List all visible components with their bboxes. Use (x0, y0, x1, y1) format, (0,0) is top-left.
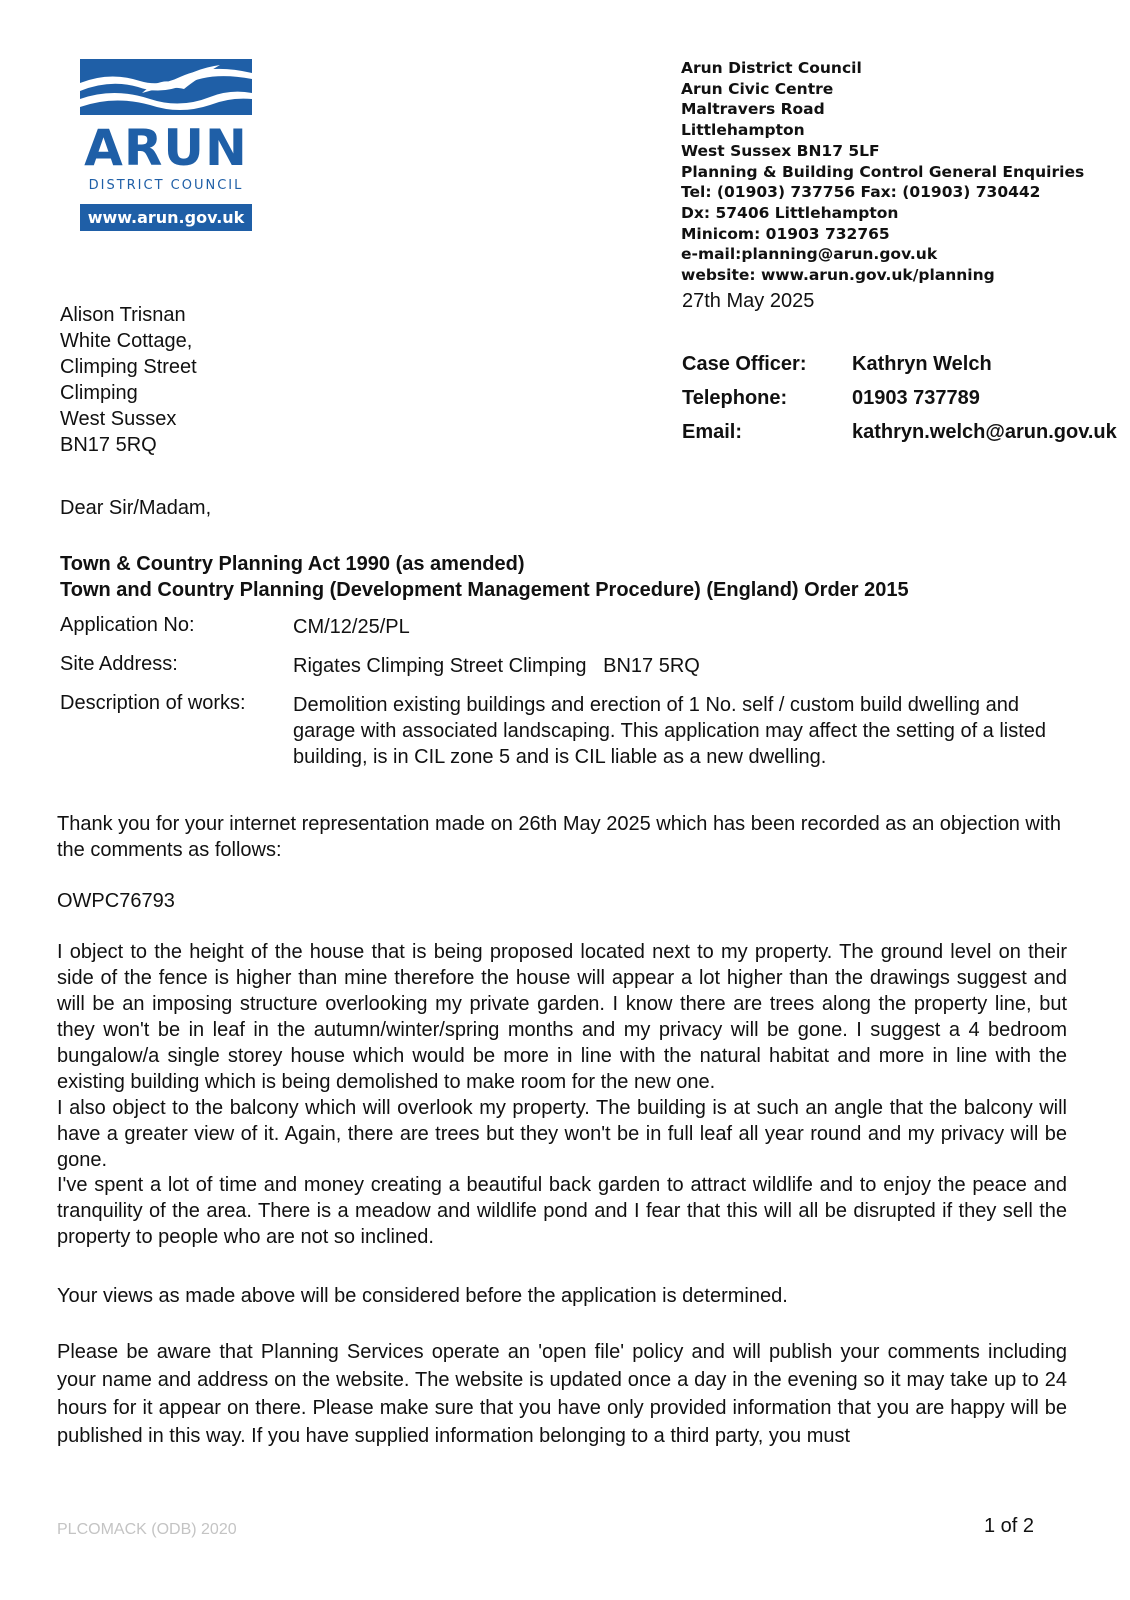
open-file-notice: Please be aware that Planning Services operate an 'open file' policy and will publish your comments including your name and address on the website. The website is updated once a day in the evening so it may take up to 24 hours for it appear on there. Please make sure that you have only provided information that you are happy will be published in this way. If you have supplied information belonging to a third party, you must (57, 1341, 1067, 1447)
logo-subtitle: DISTRICT COUNCIL (88, 178, 244, 193)
legislation-heading (60, 551, 909, 603)
council-line: Arun Civic Centre (681, 79, 834, 98)
council-line: Minicom: 01903 732765 (681, 224, 890, 243)
recipient-line: BN17 5RQ (60, 434, 157, 456)
letter-date: 27th May 2025 (682, 290, 815, 312)
council-line: Maltravers Road (681, 100, 825, 119)
council-address-block (681, 58, 1084, 286)
recipient-address (60, 302, 197, 458)
site-address: Rigates Climping Street Climping BN17 5RQ (293, 655, 700, 677)
logo-name: ARUN (84, 119, 248, 177)
telephone-label: Telephone: (682, 387, 788, 409)
case-officer-email[interactable]: kathryn.welch@arun.gov.uk (852, 421, 1117, 443)
application-no: CM/12/25/PL (293, 616, 410, 638)
council-line: Littlehampton (681, 121, 805, 140)
application-no-label: Application No: (60, 614, 195, 636)
recipient-line: White Cottage, (60, 330, 193, 352)
council-line: Tel: (01903) 737756 Fax: (01903) 730442 (681, 183, 1041, 202)
intro-paragraph: Thank you for your internet representation made on 26th May 2025 which has been recorded as an objection with the comments as follows: (57, 813, 1061, 861)
description-of-works: Demolition existing buildings and erection of 1 No. self / custom build dwelling and garage with associated landscaping. This application may affect the setting of a listed building, is in CIL zone 5 and is CIL liable as a new dwelling. (293, 694, 1047, 768)
footer-code: PLCOMACK (ODB) 2020 (57, 1521, 237, 1538)
page-number: 1 of 2 (984, 1515, 1035, 1537)
site-address-label: Site Address: (60, 653, 178, 675)
council-logo (80, 59, 252, 231)
objection-comment-2: I also object to the balcony which will overlook my property. The building is at such an angle that the balcony will have a greater view of it. Again, there are trees but they won't be in full leaf all year round and my privacy will be gone. (57, 1097, 1067, 1171)
objection-comment-1: I object to the height of the house that is being proposed located next to my property. The ground level on their side of the fence is higher than mine therefore the house will appear a lot higher than the drawings suggest and will be an imposing structure overlooking my private garden. I know there are trees along the property line, but they won't be in leaf in the autumn/winter/spring months and my privacy will be gone. I suggest a 4 bedroom bungalow/a single storey house which would be more in line with the natural habitat and more in line with the existing building which is being demolished to make room for the new one. (57, 941, 1067, 1093)
council-website[interactable]: website: www.arun.gov.uk/planning (681, 266, 995, 285)
council-email[interactable]: e-mail:planning@arun.gov.uk (681, 245, 938, 264)
recipient-line: Alison Trisnan (60, 304, 186, 326)
telephone-number: 01903 737789 (852, 387, 980, 409)
council-line: Dx: 57406 Littlehampton (681, 203, 899, 222)
logo-url[interactable]: www.arun.gov.uk (80, 204, 252, 231)
salutation: Dear Sir/Madam, (60, 497, 212, 519)
recipient-line: West Sussex (60, 408, 177, 430)
legislation-line-1: Town & Country Planning Act 1990 (as amended) (60, 553, 525, 575)
case-officer-label: Case Officer: (682, 353, 807, 375)
council-line: West Sussex BN17 5LF (681, 141, 880, 160)
comment-reference: OWPC76793 (57, 890, 175, 912)
case-officer-name: Kathryn Welch (852, 353, 992, 375)
description-label: Description of works: (60, 692, 246, 714)
council-line: Arun District Council (681, 59, 862, 77)
legislation-line-2: Town and Country Planning (Development Management Procedure) (England) Order 2015 (60, 579, 909, 601)
recipient-line: Climping (60, 382, 138, 404)
recipient-line: Climping Street (60, 356, 197, 378)
logo-bird-emblem (80, 59, 252, 115)
council-line: Planning & Building Control General Enquiries (681, 162, 1085, 181)
objection-comment-3: I've spent a lot of time and money creating a beautiful back garden to attract wildlife and to enjoy the peace and tranquility of the area. There is a meadow and wildlife pond and I fear that this will all be disrupted if they sell the property to people who are not so inclined. (57, 1174, 1067, 1248)
email-label: Email: (682, 421, 743, 443)
views-statement: Your views as made above will be considered before the application is determined. (57, 1285, 788, 1307)
